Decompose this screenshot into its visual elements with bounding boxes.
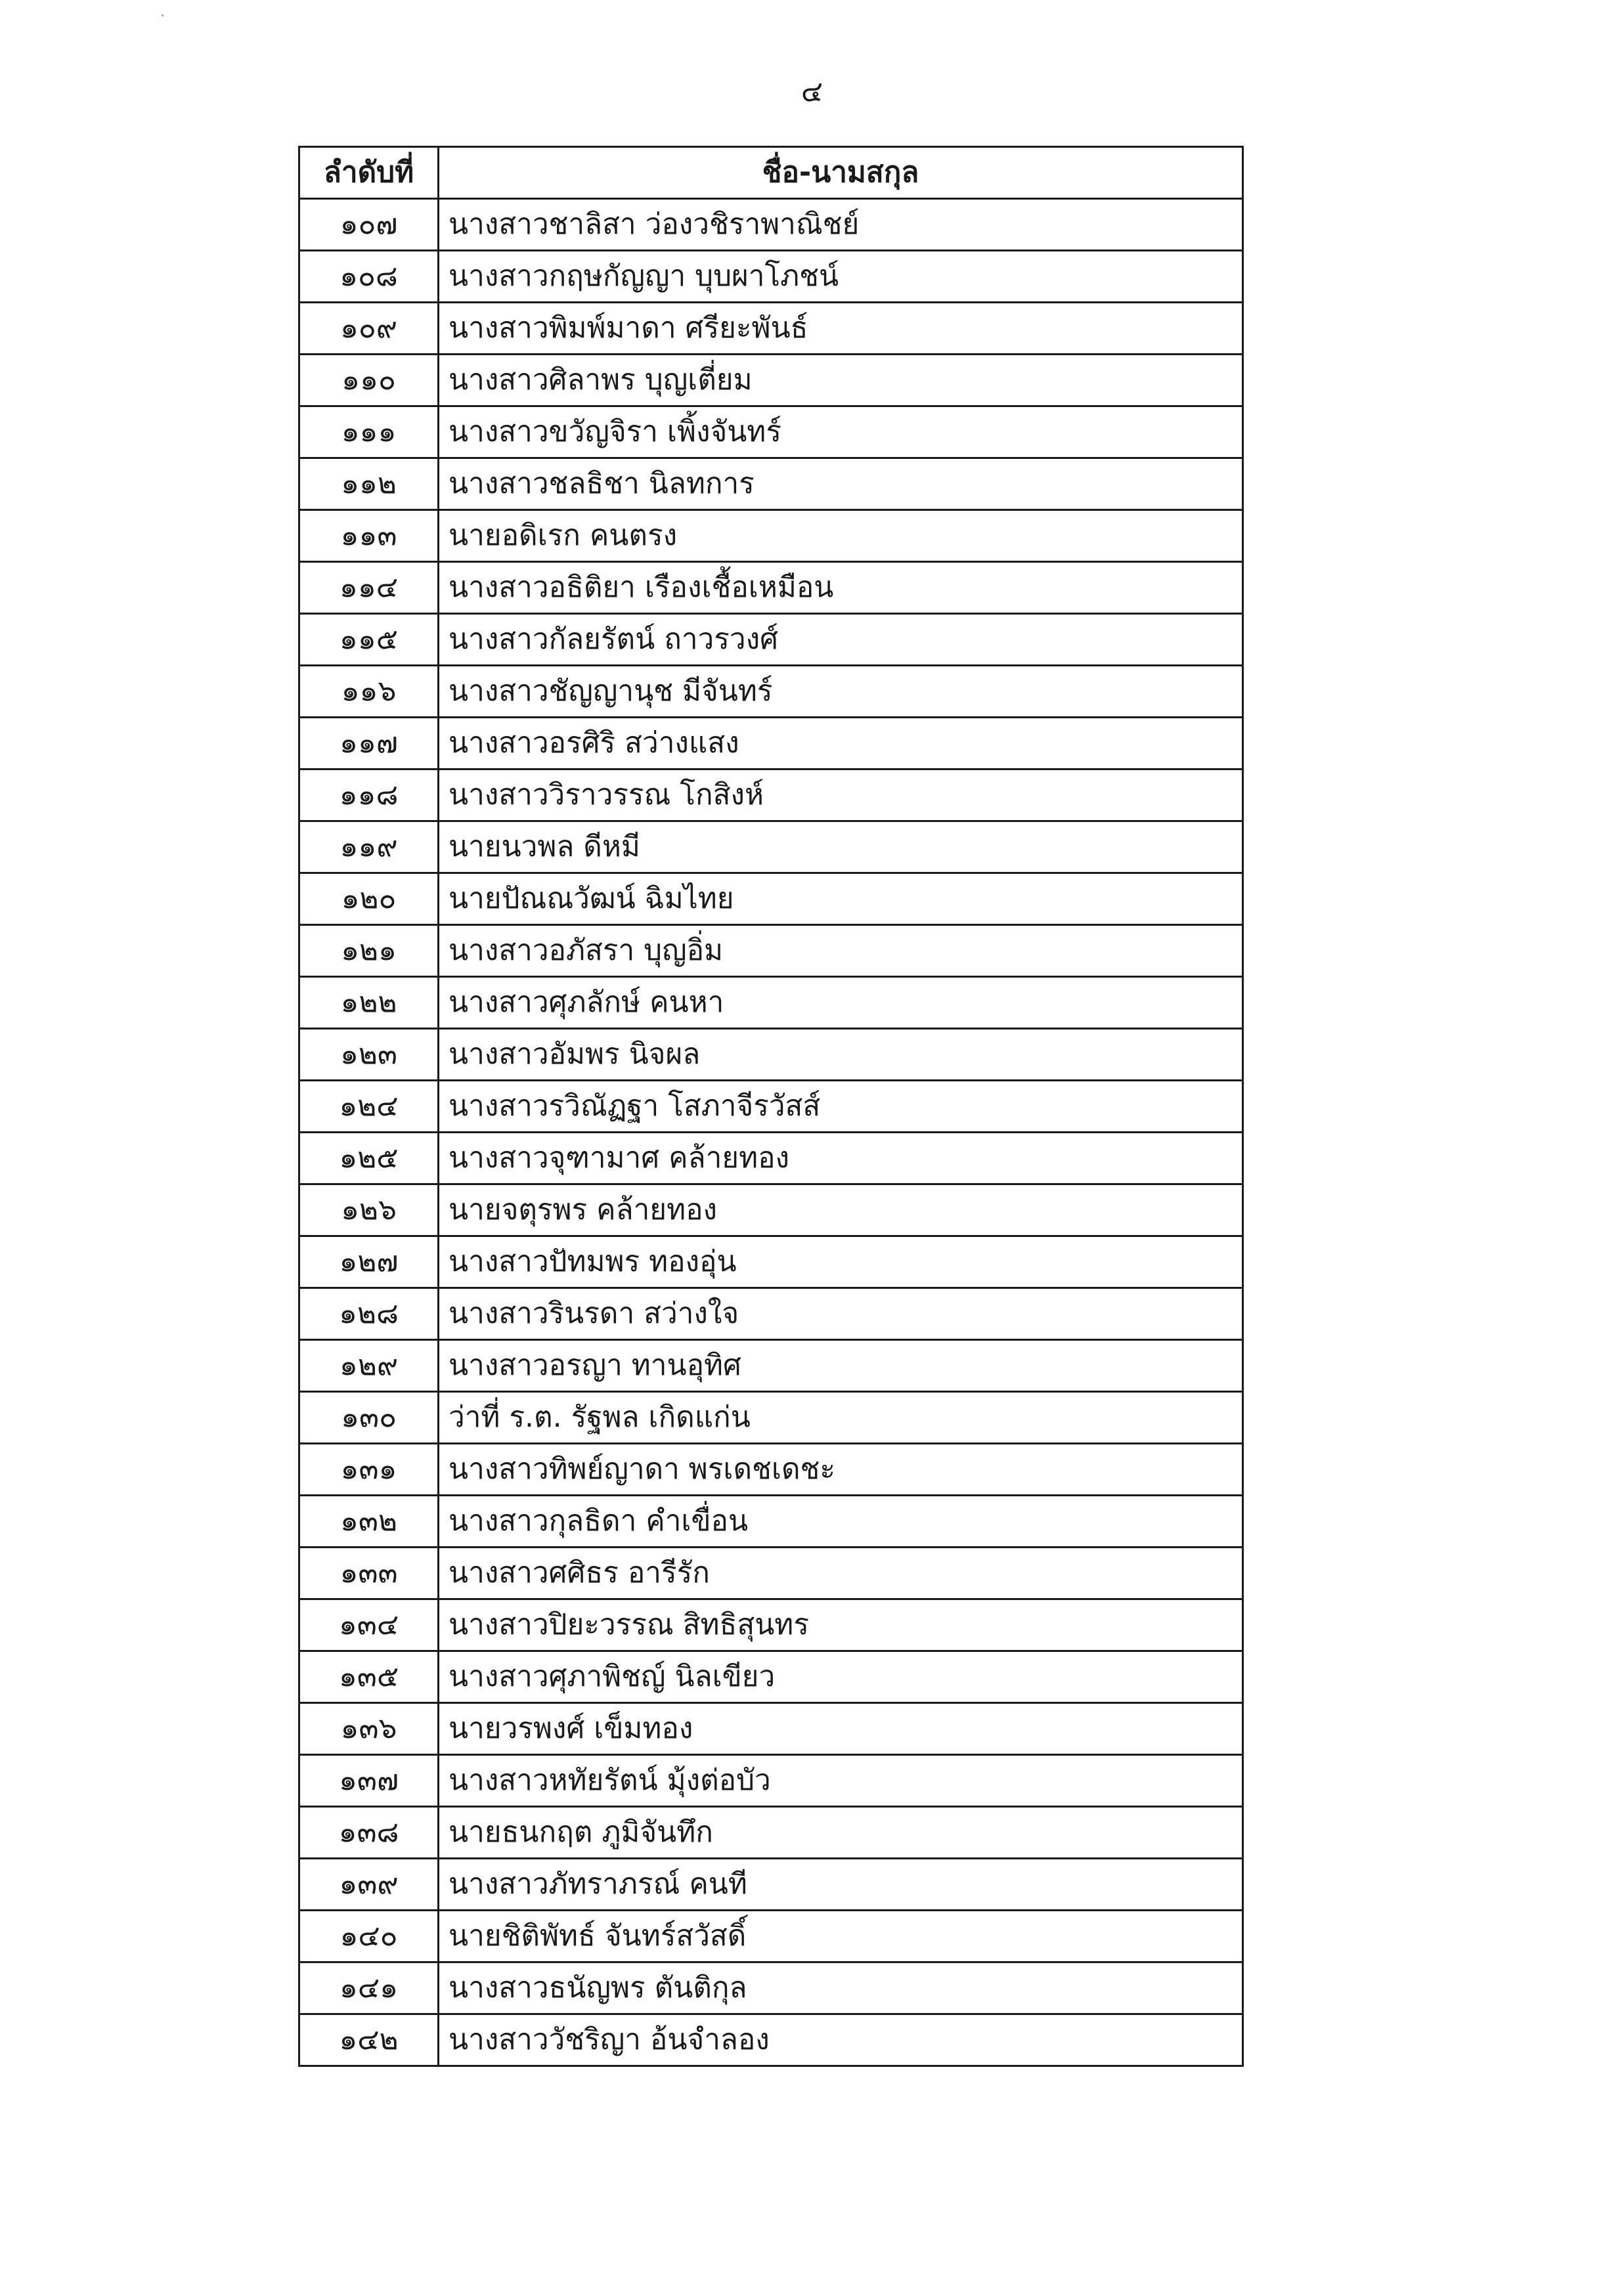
sequence-number-cell: ๑๔๒ (299, 2014, 439, 2066)
table-row (299, 1911, 1243, 1962)
full-name-cell: นางสาวขวัญจิรา เพิ้งจันทร์ (439, 406, 1243, 458)
full-name-cell: นางสาวกัลยรัตน์ ถาวรวงศ์ (439, 614, 1243, 666)
table-row (299, 1029, 1243, 1081)
sequence-number-cell: ๑๑๔ (299, 562, 439, 614)
full-name-cell: นางสาวภัทราภรณ์ คนที (439, 1859, 1243, 1911)
full-name-cell: นางสาวรวิณัฏฐา โสภาจีรวัสส์ (439, 1081, 1243, 1133)
full-name-cell: นางสาวศุภาพิชญ์ นิลเขียว (439, 1651, 1243, 1703)
sequence-number-cell: ๑๓๖ (299, 1703, 439, 1755)
full-name-cell: นางสาววัชริญา อ้นจำลอง (439, 2014, 1243, 2066)
full-name-cell: นายจตุรพร คล้ายทอง (439, 1184, 1243, 1236)
full-name-cell: นางสาวหทัยรัตน์ มุ้งต่อบัว (439, 1755, 1243, 1807)
full-name-cell: นางสาวทิพย์ญาดา พรเดชเดชะ (439, 1444, 1243, 1496)
full-name-cell: ว่าที่ ร.ต. รัฐพล เกิดแก่น (439, 1392, 1243, 1444)
sequence-number-cell: ๑๔๑ (299, 1962, 439, 2014)
sequence-number-cell: ๑๒๐ (299, 873, 439, 925)
table-row (299, 1184, 1243, 1236)
sequence-number-cell: ๑๑๑ (299, 406, 439, 458)
full-name-cell: นางสาวรินรดา สว่างใจ (439, 1288, 1243, 1340)
full-name-cell: นางสาวอรญา ทานอุทิศ (439, 1340, 1243, 1392)
table-row (299, 1807, 1243, 1859)
sequence-number-cell: ๑๓๕ (299, 1651, 439, 1703)
full-name-cell: นางสาวชลธิชา นิลทการ (439, 458, 1243, 510)
table-row (299, 1081, 1243, 1133)
page-number: ๔ (801, 75, 823, 108)
table-row (299, 199, 1243, 251)
header-full-name: ชื่อ-นามสกุล (439, 147, 1243, 199)
name-list-table (298, 146, 1244, 2067)
sequence-number-cell: ๑๑๖ (299, 666, 439, 718)
full-name-cell: นายอดิเรก คนตรง (439, 510, 1243, 562)
sequence-number-cell: ๑๓๙ (299, 1859, 439, 1911)
scan-speck (162, 14, 164, 16)
table-row (299, 821, 1243, 873)
table-row (299, 666, 1243, 718)
sequence-number-cell: ๑๓๒ (299, 1496, 439, 1548)
sequence-number-cell: ๑๐๘ (299, 251, 439, 303)
table-row (299, 1859, 1243, 1911)
sequence-number-cell: ๑๑๘ (299, 769, 439, 821)
table-row (299, 1755, 1243, 1807)
table-row (299, 925, 1243, 977)
sequence-number-cell: ๑๒๘ (299, 1288, 439, 1340)
sequence-number-cell: ๑๒๒ (299, 977, 439, 1029)
table-header-row (299, 147, 1243, 199)
sequence-number-cell: ๑๑๐ (299, 355, 439, 406)
table-row (299, 1444, 1243, 1496)
table-row (299, 769, 1243, 821)
table-row (299, 510, 1243, 562)
sequence-number-cell: ๑๓๘ (299, 1807, 439, 1859)
full-name-cell: นางสาวศิลาพร บุญเตี่ยม (439, 355, 1243, 406)
full-name-cell: นายชิติพัทธ์ จันทร์สวัสดิ์ (439, 1911, 1243, 1962)
sequence-number-cell: ๑๒๕ (299, 1133, 439, 1184)
table-row (299, 873, 1243, 925)
table-row (299, 562, 1243, 614)
sequence-number-cell: ๑๑๓ (299, 510, 439, 562)
table-row (299, 303, 1243, 355)
sequence-number-cell: ๑๒๑ (299, 925, 439, 977)
table-body (299, 199, 1243, 2066)
full-name-cell: นางสาวชาลิสา ว่องวชิราพาณิชย์ (439, 199, 1243, 251)
full-name-cell: นางสาวอธิติยา เรืองเชื้อเหมือน (439, 562, 1243, 614)
table-row (299, 1496, 1243, 1548)
sequence-number-cell: ๑๐๙ (299, 303, 439, 355)
sequence-number-cell: ๑๒๔ (299, 1081, 439, 1133)
full-name-cell: นางสาวอรศิริ สว่างแสง (439, 718, 1243, 769)
sequence-number-cell: ๑๓๐ (299, 1392, 439, 1444)
sequence-number-cell: ๑๑๒ (299, 458, 439, 510)
table-row (299, 614, 1243, 666)
full-name-cell: นางสาวชัญญานุช มีจันทร์ (439, 666, 1243, 718)
table-row (299, 977, 1243, 1029)
table-row (299, 2014, 1243, 2066)
full-name-cell: นางสาวปิยะวรรณ สิทธิสุนทร (439, 1599, 1243, 1651)
full-name-cell: นางสาวอัมพร นิจผล (439, 1029, 1243, 1081)
full-name-cell: นางสาวพิมพ์มาดา ศรียะพันธ์ (439, 303, 1243, 355)
table-row (299, 1133, 1243, 1184)
full-name-cell: นางสาวจุฑามาศ คล้ายทอง (439, 1133, 1243, 1184)
sequence-number-cell: ๑๔๐ (299, 1911, 439, 1962)
sequence-number-cell: ๑๓๓ (299, 1548, 439, 1599)
table-row (299, 406, 1243, 458)
full-name-cell: นางสาวอภัสรา บุญอิ่ม (439, 925, 1243, 977)
table-row (299, 1236, 1243, 1288)
sequence-number-cell: ๑๐๗ (299, 199, 439, 251)
sequence-number-cell: ๑๒๓ (299, 1029, 439, 1081)
full-name-cell: นางสาวกฤษกัญญา บุบผาโภชน์ (439, 251, 1243, 303)
sequence-number-cell: ๑๓๗ (299, 1755, 439, 1807)
full-name-cell: นางสาวกุลธิดา คำเขื่อน (439, 1496, 1243, 1548)
table-row (299, 458, 1243, 510)
header-sequence-no: ลำดับที่ (299, 147, 439, 199)
table-row (299, 1599, 1243, 1651)
sequence-number-cell: ๑๑๕ (299, 614, 439, 666)
table-row (299, 1288, 1243, 1340)
table-row (299, 718, 1243, 769)
full-name-cell: นางสาวศุภลักษ์ คนหา (439, 977, 1243, 1029)
full-name-cell: นางสาวธนัญพร ตันติกุล (439, 1962, 1243, 2014)
sequence-number-cell: ๑๓๔ (299, 1599, 439, 1651)
table-row (299, 1392, 1243, 1444)
table-row (299, 1548, 1243, 1599)
sequence-number-cell: ๑๒๙ (299, 1340, 439, 1392)
full-name-cell: นายธนกฤต ภูมิจันทึก (439, 1807, 1243, 1859)
full-name-cell: นายนวพล ดีหมี (439, 821, 1243, 873)
full-name-cell: นางสาวปัทมพร ทองอุ่น (439, 1236, 1243, 1288)
table-row (299, 355, 1243, 406)
full-name-cell: นายปัณณวัฒน์ ฉิมไทย (439, 873, 1243, 925)
full-name-cell: นางสาววิราวรรณ โกสิงห์ (439, 769, 1243, 821)
table-row (299, 1340, 1243, 1392)
table-row (299, 1703, 1243, 1755)
full-name-cell: นางสาวศศิธร อารีรัก (439, 1548, 1243, 1599)
sequence-number-cell: ๑๑๗ (299, 718, 439, 769)
full-name-cell: นายวรพงศ์ เข็มทอง (439, 1703, 1243, 1755)
sequence-number-cell: ๑๒๖ (299, 1184, 439, 1236)
sequence-number-cell: ๑๒๗ (299, 1236, 439, 1288)
table-row (299, 1651, 1243, 1703)
sequence-number-cell: ๑๓๑ (299, 1444, 439, 1496)
table-row (299, 1962, 1243, 2014)
table-row (299, 251, 1243, 303)
sequence-number-cell: ๑๑๙ (299, 821, 439, 873)
